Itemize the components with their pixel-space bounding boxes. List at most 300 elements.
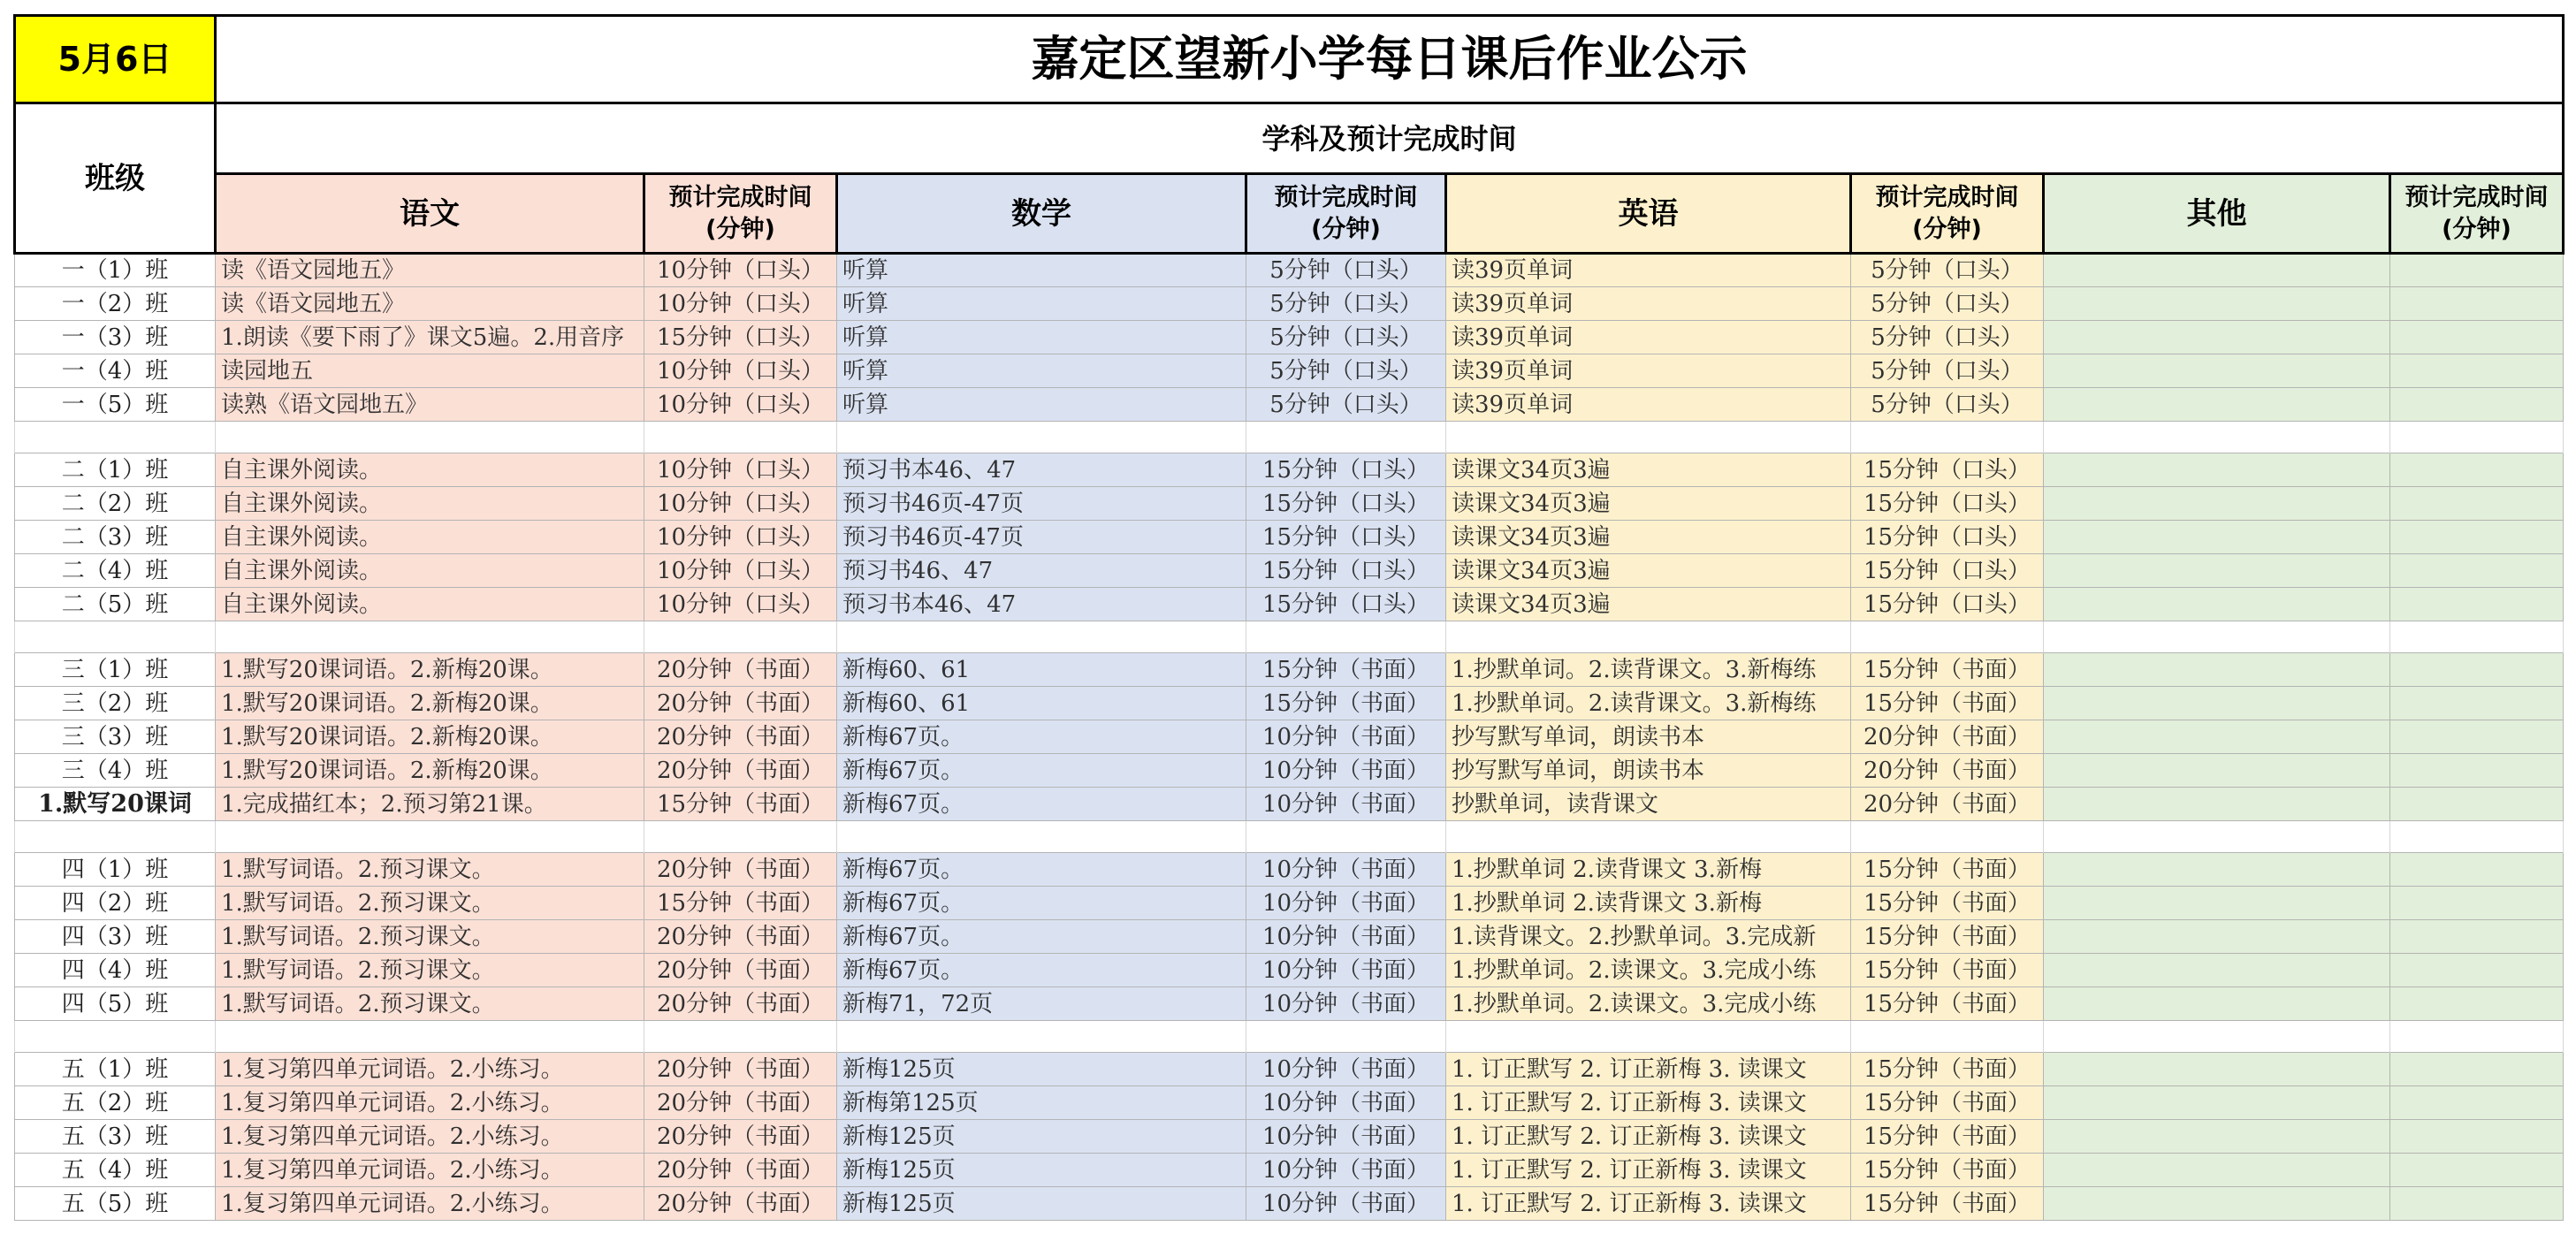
english-homework-cell: 读39页单词 xyxy=(1446,254,1851,287)
table-row xyxy=(15,287,2564,321)
english-homework-cell: 读课文34页3遍 xyxy=(1446,588,1851,621)
class-cell: 五（5）班 xyxy=(15,1187,216,1221)
other-time-cell xyxy=(2390,354,2564,388)
math-time-cell: 15分钟（书面） xyxy=(1246,653,1446,687)
chinese-homework-cell: 自主课外阅读。 xyxy=(216,554,644,588)
table-row xyxy=(15,554,2564,588)
english-homework-cell: 1.抄默单词。2.读课文。3.完成小练 xyxy=(1446,987,1851,1021)
class-cell: 一（4）班 xyxy=(15,354,216,388)
other-homework-cell xyxy=(2044,687,2390,720)
math-homework-cell: 新梅67页。 xyxy=(837,954,1246,987)
english-time-cell: 5分钟（口头） xyxy=(1851,287,2044,321)
other-column-header: 其他 xyxy=(2044,174,2390,254)
chinese-homework-cell: 读《语文园地五》 xyxy=(216,287,644,321)
table-row xyxy=(15,687,2564,720)
english-homework-cell: 1. 订正默写 2. 订正新梅 3. 读课文 xyxy=(1446,1154,1851,1187)
time-header-line2: (分钟) xyxy=(1912,215,1982,243)
english-homework-cell: 抄写默写单词，朗读书本 xyxy=(1446,720,1851,754)
time-header-line2: (分钟) xyxy=(705,215,775,243)
english-homework-cell: 读课文34页3遍 xyxy=(1446,487,1851,521)
english-homework-cell: 1. 订正默写 2. 订正新梅 3. 读课文 xyxy=(1446,1120,1851,1154)
class-cell: 三（3）班 xyxy=(15,720,216,754)
time-header-line2: (分钟) xyxy=(1311,215,1381,243)
spacer-cell xyxy=(837,1021,1246,1053)
english-column-header: 英语 xyxy=(1446,174,1851,254)
class-cell: 一（1）班 xyxy=(15,254,216,287)
english-time-cell: 15分钟（书面） xyxy=(1851,987,2044,1021)
english-homework-cell: 1.抄默单词。2.读背课文。3.新梅练 xyxy=(1446,653,1851,687)
table-row xyxy=(15,1154,2564,1187)
spacer-cell xyxy=(644,1021,837,1053)
math-homework-cell: 新梅第125页 xyxy=(837,1086,1246,1120)
english-time-cell: 15分钟（书面） xyxy=(1851,687,2044,720)
other-time-cell xyxy=(2390,254,2564,287)
math-homework-cell: 新梅125页 xyxy=(837,1053,1246,1086)
other-time-cell xyxy=(2390,1086,2564,1120)
spacer-cell xyxy=(1851,621,2044,653)
english-homework-cell: 读课文34页3遍 xyxy=(1446,453,1851,487)
math-time-cell: 10分钟（书面） xyxy=(1246,1187,1446,1221)
spacer-cell xyxy=(15,621,216,653)
math-homework-cell: 预习书本46、47 xyxy=(837,588,1246,621)
math-time-cell: 15分钟（口头） xyxy=(1246,453,1446,487)
english-homework-cell: 读39页单词 xyxy=(1446,388,1851,422)
other-homework-cell xyxy=(2044,521,2390,554)
math-time-cell: 10分钟（书面） xyxy=(1246,920,1446,954)
english-time-cell: 15分钟（书面） xyxy=(1851,1053,2044,1086)
other-time-cell xyxy=(2390,653,2564,687)
english-time-cell: 15分钟（口头） xyxy=(1851,554,2044,588)
other-homework-cell xyxy=(2044,987,2390,1021)
english-homework-cell: 读39页单词 xyxy=(1446,321,1851,354)
chinese-time-cell: 20分钟（书面） xyxy=(644,1154,837,1187)
english-homework-cell: 1. 订正默写 2. 订正新梅 3. 读课文 xyxy=(1446,1053,1851,1086)
table-row xyxy=(15,788,2564,821)
other-time-cell xyxy=(2390,321,2564,354)
title-row xyxy=(15,16,2564,103)
math-homework-cell: 新梅125页 xyxy=(837,1187,1246,1221)
other-time-cell xyxy=(2390,954,2564,987)
english-homework-cell: 1. 订正默写 2. 订正新梅 3. 读课文 xyxy=(1446,1187,1851,1221)
spacer-cell xyxy=(1446,1021,1851,1053)
chinese-time-cell: 10分钟（口头） xyxy=(644,453,837,487)
table-row xyxy=(15,853,2564,887)
table-row xyxy=(15,1120,2564,1154)
spacer-cell xyxy=(1446,422,1851,453)
chinese-time-cell: 10分钟（口头） xyxy=(644,388,837,422)
other-homework-cell xyxy=(2044,754,2390,788)
spacer-cell xyxy=(1446,821,1851,853)
chinese-homework-cell: 读《语文园地五》 xyxy=(216,254,644,287)
spacer-cell xyxy=(644,821,837,853)
math-time-cell: 5分钟（口头） xyxy=(1246,254,1446,287)
chinese-homework-cell: 1.默写20课词语。2.新梅20课。 xyxy=(216,653,644,687)
english-time-cell: 20分钟（书面） xyxy=(1851,720,2044,754)
chinese-time-cell: 10分钟（口头） xyxy=(644,521,837,554)
math-time-cell: 5分钟（口头） xyxy=(1246,321,1446,354)
table-row xyxy=(15,321,2564,354)
chinese-homework-cell: 1.复习第四单元词语。2.小练习。 xyxy=(216,1120,644,1154)
spacer-cell xyxy=(2390,1021,2564,1053)
chinese-time-cell: 20分钟（书面） xyxy=(644,720,837,754)
spacer-cell xyxy=(1446,621,1851,653)
other-time-cell xyxy=(2390,1154,2564,1187)
other-time-cell xyxy=(2390,720,2564,754)
other-time-cell xyxy=(2390,853,2564,887)
class-cell: 二（3）班 xyxy=(15,521,216,554)
math-time-cell: 10分钟（书面） xyxy=(1246,887,1446,920)
math-homework-cell: 听算 xyxy=(837,321,1246,354)
math-homework-cell: 新梅125页 xyxy=(837,1154,1246,1187)
chinese-homework-cell: 自主课外阅读。 xyxy=(216,453,644,487)
chinese-time-cell: 10分钟（口头） xyxy=(644,254,837,287)
chinese-homework-cell: 1.默写词语。2.预习课文。 xyxy=(216,887,644,920)
table-row xyxy=(15,1086,2564,1120)
other-homework-cell xyxy=(2044,1187,2390,1221)
class-cell: 三（4）班 xyxy=(15,754,216,788)
other-homework-cell xyxy=(2044,1154,2390,1187)
other-homework-cell xyxy=(2044,321,2390,354)
spacer-cell xyxy=(2044,621,2390,653)
english-time-cell: 15分钟（书面） xyxy=(1851,1154,2044,1187)
class-cell: 三（2）班 xyxy=(15,687,216,720)
english-homework-cell: 读39页单词 xyxy=(1446,287,1851,321)
class-cell: 一（5）班 xyxy=(15,388,216,422)
other-time-cell xyxy=(2390,754,2564,788)
class-cell: 一（2）班 xyxy=(15,287,216,321)
time-header-line1: 预计完成时间 xyxy=(668,183,812,211)
math-time-cell: 5分钟（口头） xyxy=(1246,388,1446,422)
table-row xyxy=(15,1187,2564,1221)
english-time-cell: 15分钟（书面） xyxy=(1851,1086,2044,1120)
table-row xyxy=(15,720,2564,754)
other-homework-cell xyxy=(2044,588,2390,621)
math-homework-cell: 新梅67页。 xyxy=(837,788,1246,821)
english-homework-cell: 1. 订正默写 2. 订正新梅 3. 读课文 xyxy=(1446,1086,1851,1120)
english-homework-cell: 1.抄默单词。2.读课文。3.完成小练 xyxy=(1446,954,1851,987)
table-row xyxy=(15,487,2564,521)
table-row xyxy=(15,354,2564,388)
other-time-cell xyxy=(2390,1187,2564,1221)
other-homework-cell xyxy=(2044,453,2390,487)
chinese-time-cell: 10分钟（口头） xyxy=(644,487,837,521)
spacer-cell xyxy=(837,422,1246,453)
english-time-cell: 20分钟（书面） xyxy=(1851,788,2044,821)
spacer-row xyxy=(15,621,2564,653)
table-row xyxy=(15,754,2564,788)
math-homework-cell: 新梅67页。 xyxy=(837,754,1246,788)
spacer-cell xyxy=(2044,1021,2390,1053)
table-row xyxy=(15,920,2564,954)
english-time-cell: 5分钟（口头） xyxy=(1851,254,2044,287)
class-cell: 四（4）班 xyxy=(15,954,216,987)
other-time-cell xyxy=(2390,920,2564,954)
spacer-cell xyxy=(216,1021,644,1053)
math-homework-cell: 新梅67页。 xyxy=(837,887,1246,920)
other-homework-cell xyxy=(2044,354,2390,388)
spacer-cell xyxy=(15,422,216,453)
english-homework-cell: 1.读背课文。2.抄默单词。3.完成新 xyxy=(1446,920,1851,954)
spacer-cell xyxy=(837,821,1246,853)
english-time-cell: 5分钟（口头） xyxy=(1851,354,2044,388)
spacer-cell xyxy=(2044,821,2390,853)
class-cell: 二（4）班 xyxy=(15,554,216,588)
table-row xyxy=(15,453,2564,487)
english-time-cell: 15分钟（书面） xyxy=(1851,954,2044,987)
math-homework-cell: 新梅125页 xyxy=(837,1120,1246,1154)
time-header-line1: 预计完成时间 xyxy=(1274,183,1418,211)
class-cell: 五（3）班 xyxy=(15,1120,216,1154)
chinese-time-cell: 10分钟（口头） xyxy=(644,354,837,388)
spacer-cell xyxy=(15,821,216,853)
math-time-cell: 10分钟（书面） xyxy=(1246,853,1446,887)
english-homework-cell: 读课文34页3遍 xyxy=(1446,521,1851,554)
chinese-homework-cell: 1.复习第四单元词语。2.小练习。 xyxy=(216,1154,644,1187)
other-homework-cell xyxy=(2044,487,2390,521)
math-time-cell: 10分钟（书面） xyxy=(1246,1154,1446,1187)
homework-table-body xyxy=(15,16,2564,1221)
math-time-header xyxy=(1246,174,1446,254)
english-homework-cell: 1.抄默单词。2.读背课文。3.新梅练 xyxy=(1446,687,1851,720)
class-cell: 一（3）班 xyxy=(15,321,216,354)
math-time-cell: 15分钟（口头） xyxy=(1246,554,1446,588)
chinese-time-cell: 20分钟（书面） xyxy=(644,1053,837,1086)
spacer-cell xyxy=(216,821,644,853)
time-header-line2: (分钟) xyxy=(2442,215,2511,243)
spacer-cell xyxy=(1246,422,1446,453)
chinese-homework-cell: 1.默写词语。2.预习课文。 xyxy=(216,853,644,887)
math-time-cell: 10分钟（书面） xyxy=(1246,954,1446,987)
chinese-homework-cell: 1.默写20课词语。2.新梅20课。 xyxy=(216,687,644,720)
other-time-cell xyxy=(2390,487,2564,521)
math-time-cell: 5分钟（口头） xyxy=(1246,354,1446,388)
other-time-cell xyxy=(2390,1120,2564,1154)
other-homework-cell xyxy=(2044,254,2390,287)
other-time-header xyxy=(2390,174,2564,254)
math-homework-cell: 新梅67页。 xyxy=(837,920,1246,954)
other-time-cell xyxy=(2390,887,2564,920)
class-cell: 五（1）班 xyxy=(15,1053,216,1086)
english-time-cell: 20分钟（书面） xyxy=(1851,754,2044,788)
math-time-cell: 10分钟（书面） xyxy=(1246,788,1446,821)
chinese-homework-cell: 1.默写词语。2.预习课文。 xyxy=(216,987,644,1021)
chinese-time-cell: 20分钟（书面） xyxy=(644,1086,837,1120)
spacer-row xyxy=(15,422,2564,453)
other-homework-cell xyxy=(2044,1120,2390,1154)
spacer-cell xyxy=(2390,821,2564,853)
chinese-homework-cell: 1.朗读《要下雨了》课文5遍。2.用音序 xyxy=(216,321,644,354)
spacer-cell xyxy=(1851,821,2044,853)
chinese-homework-cell: 自主课外阅读。 xyxy=(216,521,644,554)
other-homework-cell xyxy=(2044,287,2390,321)
spacer-cell xyxy=(2044,422,2390,453)
table-row xyxy=(15,254,2564,287)
english-homework-cell: 读课文34页3遍 xyxy=(1446,554,1851,588)
spacer-row xyxy=(15,1021,2564,1053)
math-homework-cell: 听算 xyxy=(837,388,1246,422)
english-time-cell: 15分钟（口头） xyxy=(1851,453,2044,487)
math-homework-cell: 预习书46页-47页 xyxy=(837,487,1246,521)
chinese-time-cell: 15分钟（口头） xyxy=(644,321,837,354)
spacer-cell xyxy=(216,621,644,653)
chinese-homework-cell: 1.默写20课词语。2.新梅20课。 xyxy=(216,720,644,754)
english-time-cell: 15分钟（书面） xyxy=(1851,1120,2044,1154)
other-time-cell xyxy=(2390,588,2564,621)
english-time-cell: 15分钟（口头） xyxy=(1851,521,2044,554)
other-homework-cell xyxy=(2044,1053,2390,1086)
english-homework-cell: 读39页单词 xyxy=(1446,354,1851,388)
class-column-header: 班级 xyxy=(15,103,216,254)
spacer-row xyxy=(15,821,2564,853)
other-time-cell xyxy=(2390,554,2564,588)
class-cell: 四（1）班 xyxy=(15,853,216,887)
math-homework-cell: 新梅71，72页 xyxy=(837,987,1246,1021)
chinese-column-header: 语文 xyxy=(216,174,644,254)
math-time-cell: 5分钟（口头） xyxy=(1246,287,1446,321)
other-homework-cell xyxy=(2044,954,2390,987)
class-cell: 二（5）班 xyxy=(15,588,216,621)
other-time-cell xyxy=(2390,388,2564,422)
other-time-cell xyxy=(2390,521,2564,554)
math-time-cell: 10分钟（书面） xyxy=(1246,1086,1446,1120)
other-time-cell xyxy=(2390,287,2564,321)
chinese-time-cell: 20分钟（书面） xyxy=(644,687,837,720)
english-time-cell: 15分钟（书面） xyxy=(1851,920,2044,954)
math-homework-cell: 新梅60、61 xyxy=(837,653,1246,687)
math-time-cell: 15分钟（口头） xyxy=(1246,588,1446,621)
math-time-cell: 10分钟（书面） xyxy=(1246,1053,1446,1086)
table-row xyxy=(15,987,2564,1021)
english-time-cell: 15分钟（书面） xyxy=(1851,887,2044,920)
chinese-homework-cell: 1.默写词语。2.预习课文。 xyxy=(216,920,644,954)
math-time-cell: 10分钟（书面） xyxy=(1246,987,1446,1021)
chinese-time-cell: 10分钟（口头） xyxy=(644,588,837,621)
english-time-cell: 5分钟（口头） xyxy=(1851,321,2044,354)
other-homework-cell xyxy=(2044,554,2390,588)
math-homework-cell: 新梅67页。 xyxy=(837,720,1246,754)
spacer-cell xyxy=(1851,422,2044,453)
math-homework-cell: 新梅60、61 xyxy=(837,687,1246,720)
chinese-time-cell: 20分钟（书面） xyxy=(644,1120,837,1154)
chinese-time-header xyxy=(644,174,837,254)
spacer-cell xyxy=(644,422,837,453)
homework-table xyxy=(13,14,2565,1221)
other-homework-cell xyxy=(2044,653,2390,687)
english-time-cell: 15分钟（口头） xyxy=(1851,588,2044,621)
class-cell: 三（1）班 xyxy=(15,653,216,687)
math-homework-cell: 听算 xyxy=(837,354,1246,388)
other-homework-cell xyxy=(2044,388,2390,422)
english-homework-cell: 抄写默写单词，朗读书本 xyxy=(1446,754,1851,788)
spacer-cell xyxy=(216,422,644,453)
math-homework-cell: 预习书46、47 xyxy=(837,554,1246,588)
english-time-cell: 15分钟（书面） xyxy=(1851,853,2044,887)
chinese-homework-cell: 自主课外阅读。 xyxy=(216,588,644,621)
spacer-cell xyxy=(1246,1021,1446,1053)
chinese-homework-cell: 1.复习第四单元词语。2.小练习。 xyxy=(216,1187,644,1221)
class-cell: 四（3）班 xyxy=(15,920,216,954)
time-header-line1: 预计完成时间 xyxy=(2405,183,2549,211)
english-time-cell: 15分钟（书面） xyxy=(1851,653,2044,687)
spacer-cell xyxy=(15,1021,216,1053)
chinese-time-cell: 15分钟（书面） xyxy=(644,887,837,920)
chinese-homework-cell: 1.默写20课词语。2.新梅20课。 xyxy=(216,754,644,788)
chinese-time-cell: 20分钟（书面） xyxy=(644,653,837,687)
english-homework-cell: 抄默单词，读背课文 xyxy=(1446,788,1851,821)
chinese-time-cell: 20分钟（书面） xyxy=(644,987,837,1021)
math-homework-cell: 预习书本46、47 xyxy=(837,453,1246,487)
english-time-cell: 15分钟（口头） xyxy=(1851,487,2044,521)
other-homework-cell xyxy=(2044,1086,2390,1120)
chinese-time-cell: 10分钟（口头） xyxy=(644,287,837,321)
chinese-time-cell: 15分钟（书面） xyxy=(644,788,837,821)
table-row xyxy=(15,388,2564,422)
english-homework-cell: 1.抄默单词 2.读背课文 3.新梅 xyxy=(1446,853,1851,887)
subtitle-row xyxy=(15,103,2564,174)
table-row xyxy=(15,954,2564,987)
other-homework-cell xyxy=(2044,853,2390,887)
english-homework-cell: 1.抄默单词 2.读背课文 3.新梅 xyxy=(1446,887,1851,920)
spacer-cell xyxy=(1246,621,1446,653)
math-homework-cell: 听算 xyxy=(837,287,1246,321)
table-row xyxy=(15,1053,2564,1086)
class-cell: 五（2）班 xyxy=(15,1086,216,1120)
chinese-time-cell: 20分钟（书面） xyxy=(644,920,837,954)
page-title: 嘉定区望新小学每日课后作业公示 xyxy=(216,16,2564,103)
chinese-time-cell: 20分钟（书面） xyxy=(644,754,837,788)
class-cell: 1.默写20课词 xyxy=(15,788,216,821)
other-time-cell xyxy=(2390,987,2564,1021)
chinese-homework-cell: 1.默写词语。2.预习课文。 xyxy=(216,954,644,987)
chinese-homework-cell: 1.复习第四单元词语。2.小练习。 xyxy=(216,1086,644,1120)
chinese-homework-cell: 自主课外阅读。 xyxy=(216,487,644,521)
subject-header: 学科及预计完成时间 xyxy=(216,103,2564,174)
math-column-header: 数学 xyxy=(837,174,1246,254)
table-row xyxy=(15,653,2564,687)
class-cell: 五（4）班 xyxy=(15,1154,216,1187)
math-homework-cell: 新梅67页。 xyxy=(837,853,1246,887)
other-homework-cell xyxy=(2044,887,2390,920)
chinese-time-cell: 20分钟（书面） xyxy=(644,1187,837,1221)
other-time-cell xyxy=(2390,1053,2564,1086)
table-row xyxy=(15,887,2564,920)
column-header-row xyxy=(15,174,2564,254)
spacer-cell xyxy=(644,621,837,653)
other-time-cell xyxy=(2390,788,2564,821)
english-time-cell: 5分钟（口头） xyxy=(1851,388,2044,422)
math-time-cell: 10分钟（书面） xyxy=(1246,1120,1446,1154)
math-time-cell: 10分钟（书面） xyxy=(1246,754,1446,788)
other-homework-cell xyxy=(2044,720,2390,754)
other-homework-cell xyxy=(2044,788,2390,821)
math-time-cell: 15分钟（书面） xyxy=(1246,687,1446,720)
math-time-cell: 15分钟（口头） xyxy=(1246,487,1446,521)
class-cell: 二（1）班 xyxy=(15,453,216,487)
class-cell: 四（5）班 xyxy=(15,987,216,1021)
date-cell: 5月6日 xyxy=(15,16,216,103)
english-time-cell: 15分钟（书面） xyxy=(1851,1187,2044,1221)
english-time-header xyxy=(1851,174,2044,254)
chinese-homework-cell: 读园地五 xyxy=(216,354,644,388)
spacer-cell xyxy=(837,621,1246,653)
time-header-line1: 预计完成时间 xyxy=(1875,183,2019,211)
other-time-cell xyxy=(2390,687,2564,720)
table-row xyxy=(15,521,2564,554)
chinese-homework-cell: 1.复习第四单元词语。2.小练习。 xyxy=(216,1053,644,1086)
chinese-time-cell: 20分钟（书面） xyxy=(644,853,837,887)
math-time-cell: 10分钟（书面） xyxy=(1246,720,1446,754)
chinese-time-cell: 10分钟（口头） xyxy=(644,554,837,588)
